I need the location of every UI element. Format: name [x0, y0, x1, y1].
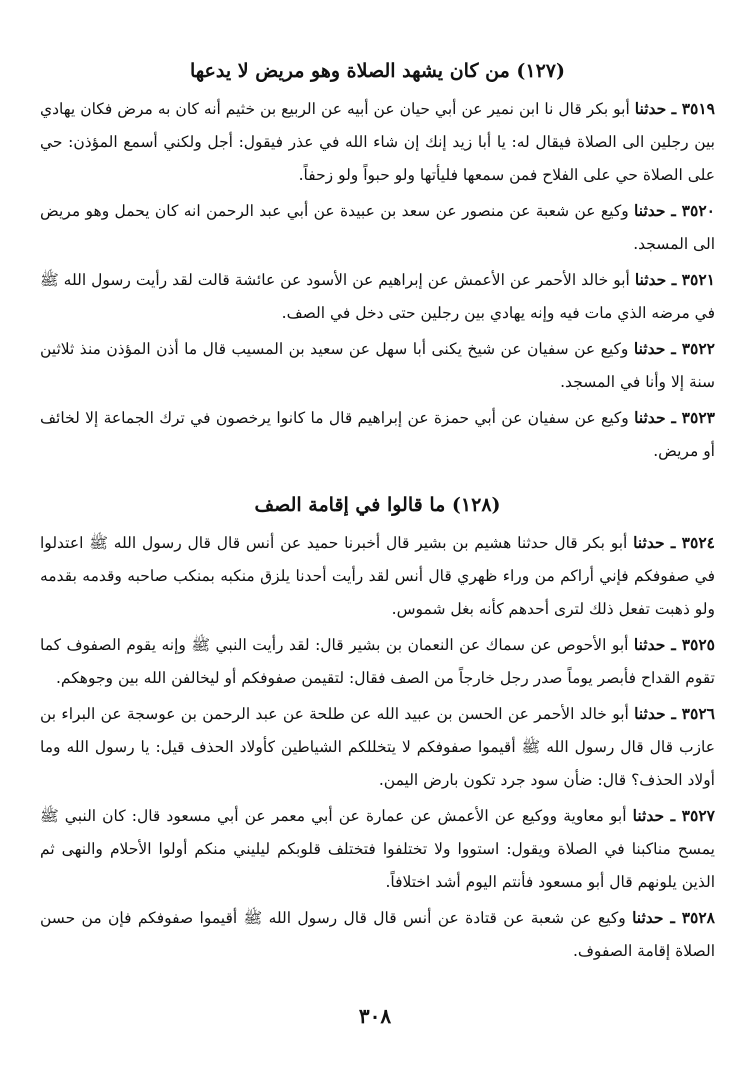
hadith-text: وكيع عن شعبة عن منصور عن سعد بن عبيدة عن أبي عبد الرحمن انه كان يحمل وهو مريض الى المسجد.	[40, 202, 715, 253]
page-body	[40, 48, 715, 970]
hadith-text: وكيع عن شعبة عن قتادة عن أنس قال قال رسول الله ﷺ أقيموا صفوفكم فإن من حسن الصلاة إقامة الصفوف.	[40, 909, 715, 960]
hadith-text: أبو بكر قال نا ابن نمير عن أبي حيان عن أبيه عن الربيع بن خثيم أنه كان به مرض فكان يهادي بين رجلين الى الصلاة فيقال له: يا أبا زيد إنك إن شاء الله في عذر فيقول: أجل ولكني أسمع المؤذن: حي على الصلاة حي على الفلاح فمن سمعها فليأتها ولو حبواً ولو زحفاً.	[40, 100, 715, 184]
section-title: (١٢٨) ما قالوا في إقامة الصف	[254, 494, 501, 516]
hadith-text: وكيع عن سفيان عن أبي حمزة عن إبراهيم قال ما كانوا يرخصون في ترك الجماعة إلا لخائف أو مريض.	[40, 409, 715, 460]
hadith-paragraph: ٣٥٢٨ ـ حدثنا وكيع عن شعبة عن قتادة عن أنس قال قال رسول الله ﷺ أقيموا صفوفكم فإن من حسن الصلاة إقامة الصفوف.	[40, 908, 715, 960]
hadith-paragraph: ٣٥٢٢ ـ حدثنا وكيع عن سفيان عن شيخ يكنى أبا سهل عن سعيد بن المسيب قال ما أذن المؤذن منذ ثلاثين سنة إلا وأنا في المسجد.	[40, 339, 715, 391]
hadith-paragraph: ٣٥٢٣ ـ حدثنا وكيع عن سفيان عن أبي حمزة عن إبراهيم قال ما كانوا يرخصون في ترك الجماعة إلا لخائف أو مريض.	[40, 408, 715, 460]
hadith-paragraph: ٣٥٢٧ ـ حدثنا أبو معاوية ووكيع عن الأعمش عن عمارة عن أبي معمر عن أبي مسعود قال: كان النبي ﷺ يمسح مناكبنا في الصلاة ويقول: استووا ولا تختلفوا فتختلف قلوبكم ليليني منكم أولوا الأحلام والنهى ثم الذين يلونهم قال أبو مسعود فأنتم اليوم أشد اختلافاً.	[40, 806, 715, 891]
hadith-number: ٣٥٢١	[681, 270, 715, 289]
page-number: ٣٠٨	[358, 1004, 392, 1028]
hadith-number: ٣٥١٩	[681, 99, 715, 118]
hadith-lead: حدثنا	[632, 806, 665, 825]
hadith-number: ٣٥٢٦	[681, 704, 715, 723]
hadith-lead: حدثنا	[634, 201, 666, 220]
hadith-lead: حدثنا	[633, 635, 666, 654]
hadith-text: أبو الأحوص عن سماك عن النعمان بن بشير قال: لقد رأيت النبي ﷺ وإنه يقوم الصفوف كما تقوم القداح فأبصر يوماً صدر رجل خارجاً من الصف فقال: لتقيمن صفوفكم أو ليخالفن الله بين وجوهكم.	[40, 636, 715, 687]
hadith-lead: حدثنا	[633, 339, 666, 358]
hadith-paragraph: ٣٥٢٤ ـ حدثنا أبو بكر قال حدثنا هشيم بن بشير قال أخبرنا حميد عن أنس قال قال رسول الله ﷺ اعتدلوا في صفوفكم فإني أراكم من وراء ظهري قال أنس لقد رأيت أحدنا يلزق منكبه بمنكب صاحبه وقدمه بقدمه ولو ذهبت تفعل ذلك لترى أحدهم كأنه بغل شموس.	[40, 533, 715, 618]
hadith-number: ٣٥٢٣	[681, 408, 715, 427]
hadith-paragraph: ٣٥٢٦ ـ حدثنا أبو خالد الأحمر عن الحسن بن عبيد الله عن طلحة عن عبد الرحمن بن عوسجة عن البراء بن عازب قال قال رسول الله ﷺ أقيموا صفوفكم لا يتخللكم الشياطين كأولاد الحذف قيل: يا رسول الله وما أولاد الحذف؟ قال: ضأن سود جرد تكون بارض اليمن.	[40, 704, 715, 789]
hadith-text: أبو خالد الأحمر عن الحسن بن عبيد الله عن طلحة عن عبد الرحمن بن عوسجة عن البراء بن عازب قال قال رسول الله ﷺ أقيموا صفوفكم لا يتخللكم الشياطين كأولاد الحذف قيل: يا رسول الله وما أولاد الحذف؟ قال: ضأن سود جرد تكون بارض اليمن.	[40, 705, 715, 789]
hadith-lead: حدثنا	[634, 704, 666, 723]
hadith-paragraph: ٣٥٢١ ـ حدثنا أبو خالد الأحمر عن الأعمش عن إبراهيم عن الأسود عن عائشة قالت لقد رأيت رسول الله ﷺ في مرضه الذي مات فيه وإنه يهادي بين رجلين حتى دخل في الصف.	[40, 270, 715, 322]
hadith-text: أبو بكر قال حدثنا هشيم بن بشير قال أخبرنا حميد عن أنس قال قال رسول الله ﷺ اعتدلوا في صفوفكم فإني أراكم من وراء ظهري قال أنس لقد رأيت أحدنا يلزق منكبه بمنكب صاحبه وقدمه بقدمه ولو ذهبت تفعل ذلك لترى أحدهم كأنه بغل شموس.	[40, 534, 715, 618]
hadith-lead: حدثنا	[634, 270, 667, 289]
hadith-number: ٣٥٢٠	[681, 201, 715, 220]
hadith-lead: حدثنا	[633, 533, 665, 552]
hadith-text: أبو معاوية ووكيع عن الأعمش عن عمارة عن أبي معمر عن أبي مسعود قال: كان النبي ﷺ يمسح مناكبنا في الصلاة ويقول: استووا ولا تختلفوا فتختلف قلوبكم ليليني منكم أولوا الأحلام والنهى ثم الذين يلونهم قال أبو مسعود فأنتم اليوم أشد اختلافاً.	[40, 807, 715, 891]
hadith-number: ٣٥٢٢	[681, 339, 715, 358]
hadith-number: ٣٥٢٤	[681, 533, 715, 552]
hadith-paragraph: ٣٥٢٠ ـ حدثنا وكيع عن شعبة عن منصور عن سعد بن عبيدة عن أبي عبد الرحمن انه كان يحمل وهو مريض الى المسجد.	[40, 201, 715, 253]
hadith-paragraph: ٣٥٢٥ ـ حدثنا أبو الأحوص عن سماك عن النعمان بن بشير قال: لقد رأيت النبي ﷺ وإنه يقوم الصفوف كما تقوم القداح فأبصر يوماً صدر رجل خارجاً من الصف فقال: لتقيمن صفوفكم أو ليخالفن الله بين وجوهكم.	[40, 635, 715, 687]
hadith-number: ٣٥٢٧	[681, 806, 715, 825]
hadith-lead: حدثنا	[632, 908, 664, 927]
hadith-lead: حدثنا	[634, 99, 667, 118]
hadith-number: ٣٥٢٥	[681, 635, 715, 654]
section-title: (١٢٧) من كان يشهد الصلاة وهو مريض لا يدعها	[190, 60, 565, 82]
hadith-number: ٣٥٢٨	[681, 908, 715, 927]
hadith-lead: حدثنا	[634, 408, 666, 427]
hadith-text: أبو خالد الأحمر عن الأعمش عن إبراهيم عن الأسود عن عائشة قالت لقد رأيت رسول الله ﷺ في مرضه الذي مات فيه وإنه يهادي بين رجلين حتى دخل في الصف.	[40, 271, 715, 322]
hadith-text: وكيع عن سفيان عن شيخ يكنى أبا سهل عن سعيد بن المسيب قال ما أذن المؤذن منذ ثلاثين سنة إلا وأنا في المسجد.	[40, 340, 715, 391]
hadith-paragraph: ٣٥١٩ ـ حدثنا أبو بكر قال نا ابن نمير عن أبي حيان عن أبيه عن الربيع بن خثيم أنه كان به مرض فكان يهادي بين رجلين الى الصلاة فيقال له: يا أبا زيد إنك إن شاء الله في عذر فيقول: أجل ولكني أسمع المؤذن: حي على الصلاة حي على الفلاح فمن سمعها فليأتها ولو حبواً ولو زحفاً.	[40, 99, 715, 184]
